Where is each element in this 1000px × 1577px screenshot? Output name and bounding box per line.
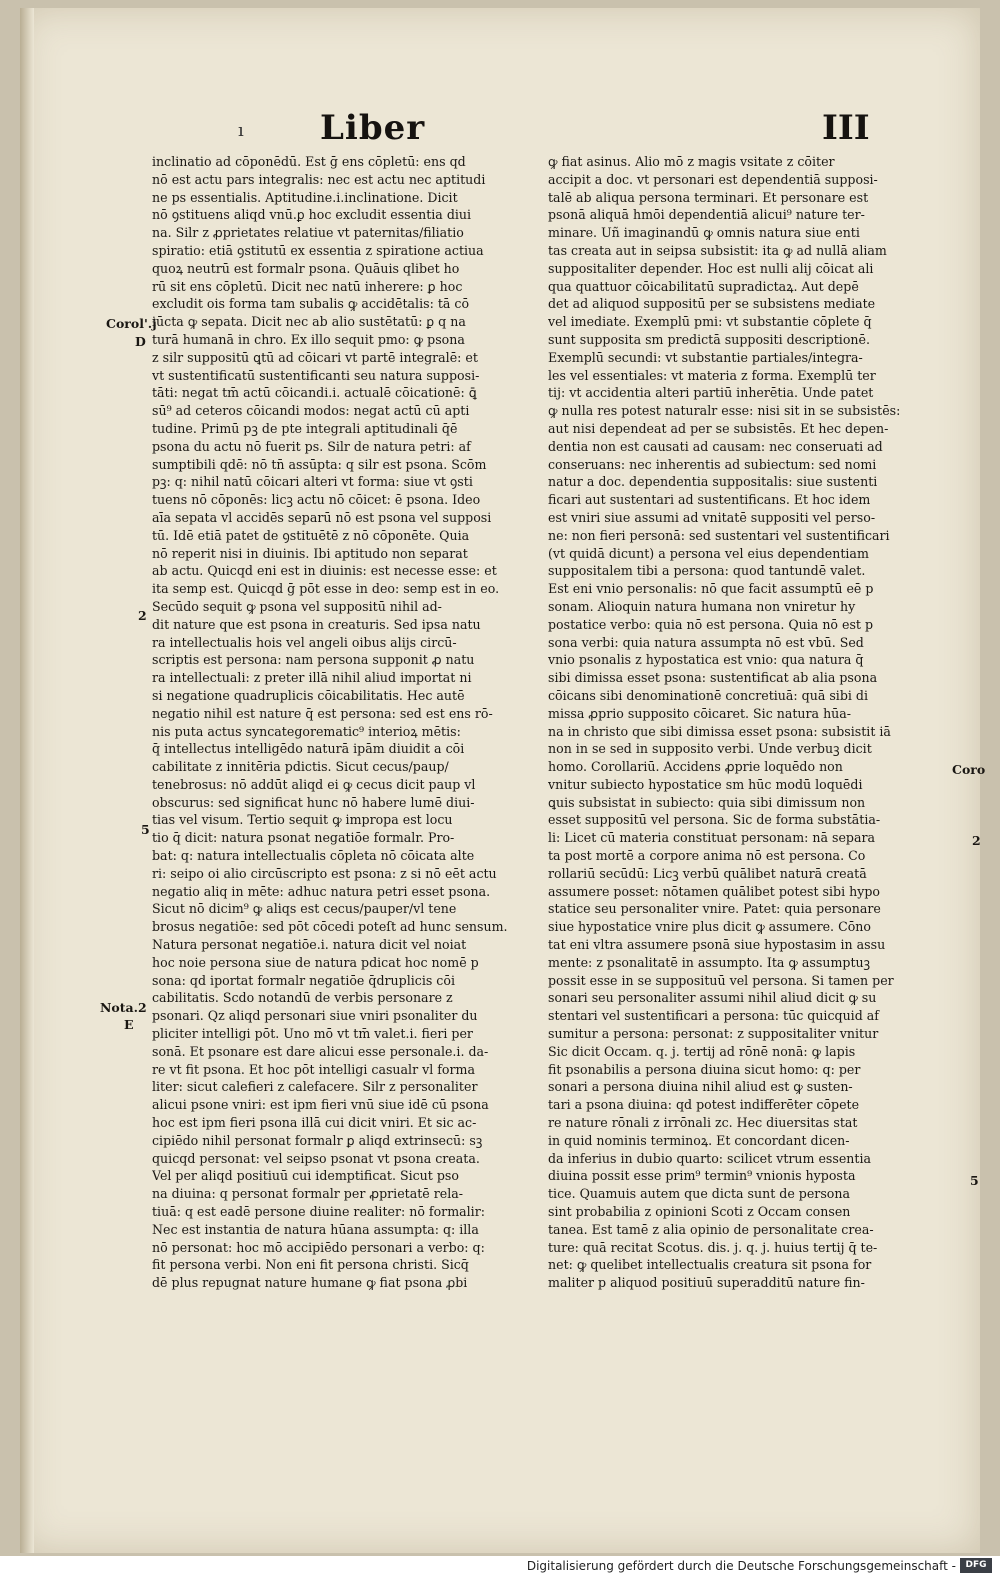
text-line: tias vel visum. Tertio sequit ꝙ impropa est locu [152, 812, 453, 828]
running-head-liber: Liber [320, 108, 426, 148]
text-line: nō est actu pars integralis: nec est actu nec aptitudi [152, 171, 486, 187]
text-line: sumitur a persona: personat: z suppositaliter vnitur [548, 1026, 879, 1042]
text-line: q̄ intellectus intelligēdo naturā ipām diuidit a cōi [152, 741, 465, 757]
text-line: stentari vel sustentificari a persona: tūc quicquid af [548, 1008, 879, 1024]
text-line: Nec est instantia de natura hūana assumpta: q: illa [152, 1221, 479, 1237]
text-line: tice. Quamuis autem que dicta sunt de persona [548, 1186, 850, 1202]
text-line: pꝫ: q: nihil natū cōicari alteri vt forma: siue vt ꝯsti [152, 474, 473, 490]
text-line: natur a doc. dependentia suppositalis: siue sustenti [548, 474, 878, 490]
text-line: ta post mortē a corpore anima nō est persona. Co [548, 848, 866, 864]
text-line: nis puta actus syncategorematic⁹ interioꝝ mētis: [152, 723, 461, 739]
text-line: obscurus: sed significat hunc nō habere lumē diui- [152, 794, 475, 810]
text-line: excludit ois forma tam subalis ꝙ accidētalis: tā cō [152, 296, 470, 312]
text-line: tari a psona diuina: qd potest indifferēter cōpete [548, 1097, 860, 1113]
text-line: tenebrosus: nō addūt aliqd ei ꝙ cecus dicit paup vl [152, 776, 476, 792]
margin-note-corollary-right: Coro [952, 762, 986, 777]
text-line: na diuina: q personat formalr per ꝓprietatē rela- [152, 1186, 464, 1202]
text-line: vnio psonalis z hypostatica est vnio: qua natura q̄ [548, 652, 864, 668]
text-line: sonari a persona diuina nihil aliud est ꝙ susten- [548, 1079, 853, 1095]
text-line: nō reperit nisi in diuinis. Ibi aptitudo non separat [152, 545, 468, 561]
text-line: aīa sepata vl accidēs separū nō est psona vel supposi [152, 509, 492, 525]
text-line: tat eni vltra assumere psonā siue hypostasim in assu [548, 937, 886, 953]
text-line: re vt fit psona. Et hoc pōt intelligi casualr vl forma [152, 1061, 475, 1077]
text-line: si negatione quadruplicis cōicabilitatis. Hec autē [152, 687, 465, 703]
text-line: quicqd personat: vel seipso psonat vt psona creata. [152, 1150, 480, 1166]
text-line: missa ꝓprio supposito cōicaret. Sic natura hūa- [548, 705, 852, 721]
text-line: cabilitatis. Scdo notandū de verbis personare z [152, 990, 453, 1006]
text-line: nō personat: hoc mō accipiēdo personari a verbo: q: [152, 1239, 485, 1255]
text-line: pliciter intelligi pōt. Uno mō vt tm̄ valet.i. fieri per [152, 1026, 473, 1042]
text-line: psona du actu nō fuerit ps. Silr de natura petri: af [152, 438, 471, 454]
text-line: mente: z psonalitatē in assumpto. Ita ꝙ assumptuꝫ [548, 954, 871, 970]
text-line: suppositaliter depender. Hoc est nulli alij cōicat ali [548, 260, 874, 276]
text-line: accipit a doc. vt personari est dependentiā supposi- [548, 171, 878, 187]
text-line: sonari seu personaliter assumi nihil aliud dicit ꝙ su [548, 990, 877, 1006]
margin-note-nota: Nota.2 [100, 1000, 147, 1015]
text-line: re nature rōnali z irrōnali zc. Hec diuersitas stat [548, 1115, 858, 1131]
text-line: tudine. Primū pꝫ de pte integrali aptitudinali q̄ē [152, 420, 458, 436]
text-line: ab actu. Quicqd eni est in diuinis: est necesse esse: et [152, 563, 497, 579]
text-line: rollariū secūdū: Licꝫ verbū quālibet naturā creatā [548, 865, 867, 881]
text-line: Sic dicit Occam. q. j. tertij ad rōnē nonā: ꝙ lapis [548, 1043, 856, 1059]
margin-note-corollary: Corol'.j [106, 316, 157, 331]
text-line: ture: quā recitat Scotus. dis. j. q. j. huius tertij q̄ te- [548, 1239, 878, 1255]
text-line: na in christo que sibi dimissa esset psona: subsistit iā [548, 723, 891, 739]
text-line: vnitur subiecto hypostatice sm hūc modū loquēdi [548, 776, 863, 792]
text-line: qua quattuor cōicabilitatū supradictaꝝ. Aut depē [548, 278, 859, 294]
text-line: spiratio: etiā ꝯstitutū ex essentia z spiratione actiua [152, 242, 484, 258]
text-line: li: Licet cū materia constituat personam: nā separa [548, 830, 876, 846]
text-line: Secūdo sequit ꝙ psona vel suppositū nihil ad- [152, 598, 442, 614]
text-line: sumptibili qdē: nō tn̄ assūpta: q silr est psona. Scōm [152, 456, 487, 472]
text-line: z silr suppositū ꝗtū ad cōicari vt partē integralē: et [152, 349, 478, 365]
text-line: est vniri siue assumi ad vnitatē suppositi vel perso- [548, 509, 876, 525]
text-line: brosus negatiōe: sed pōt cōcedi poteſt ad hunc sensum. [152, 919, 508, 935]
text-line: tāti: negat tm̄ actū cōicandi.i. actualē cōicationē: ꝗ̄ [152, 385, 477, 401]
running-head-book-number: III [822, 108, 870, 148]
text-line: dē plus repugnat nature humane ꝙ fiat psona ꝓbi [152, 1275, 468, 1291]
text-line: dit nature que est psona in creaturis. Sed ipsa natu [152, 616, 481, 632]
text-line: sona verbi: quia natura assumpta nō est vbū. Sed [548, 634, 864, 650]
text-line: vt sustentificatū sustentificanti seu natura supposi- [152, 367, 480, 383]
text-line: sona: qd iportat formalr negatiōe q̄druplicis cōi [152, 972, 455, 988]
text-line: iūcta ꝙ sepata. Dicit nec ab alio sustētatū: ꝑ q na [152, 314, 466, 330]
text-line: dentia non est causati ad causam: nec conseruati ad [548, 438, 883, 454]
text-line: sonam. Alioquin natura humana non vniretur hy [548, 598, 856, 614]
text-line: psonari. Qz aliqd personari siue vniri psonaliter du [152, 1008, 478, 1024]
text-line: Exemplū secundi: vt substantie partiales/integra- [548, 349, 863, 365]
text-line: maliter p aliquod positiuū superadditū nature fin- [548, 1275, 865, 1291]
funding-credit: Digitalisierung gefördert durch die Deutsche Forschungsgemeinschaft - [526, 1559, 956, 1573]
text-line: ficari aut sustentari ad sustentificans. Et hoc idem [548, 492, 871, 508]
text-line: fit psonabilis a persona diuina sicut homo: q: per [548, 1061, 861, 1077]
margin-note-number-5: 5 [141, 822, 150, 837]
text-line: tio q̄ dicit: natura psonat negatiōe formalr. Pro- [152, 830, 455, 846]
text-line: hoc noie persona siue de natura pdicat hoc nomē p [152, 954, 479, 970]
text-line: tū. Idē etiā patet de ꝯstituētē z nō cōponēte. Quia [152, 527, 470, 543]
text-line: esset suppositū vel persona. Sic de forma substātia- [548, 812, 881, 828]
text-line: tij: vt accidentia alteri partiū inherētia. Unde patet [548, 385, 874, 401]
text-line: Natura personat negatiōe.i. natura dicit vel noiat [152, 937, 467, 953]
text-line: in quid nominis terminoꝝ. Et concordant dicen- [548, 1132, 850, 1148]
text-line: aut nisi dependeat ad per se subsistēs. Et hec depen- [548, 420, 889, 436]
text-line: sunt supposita sm predictā suppositi descriptionē. [548, 331, 870, 347]
page-mark: ı [238, 120, 244, 141]
text-line: Est eni vnio personalis: nō que facit assumptū eē p [548, 581, 874, 597]
margin-note-number-2-right: 2 [972, 833, 981, 848]
text-line: Sicut nō dicim⁹ ꝙ aliqs est cecus/pauper/vl tene [152, 901, 457, 917]
text-line: tiuā: q est eadē persone diuine realiter: nō formalir: [152, 1204, 485, 1220]
margin-note-number-2: 2 [138, 608, 147, 623]
text-line: (vt quidā dicunt) a persona vel eius dependentiam [548, 545, 869, 561]
text-line: suppositalem tibi a persona: quod tantundē valet. [548, 563, 866, 579]
text-line: sonā. Et psonare est dare alicui esse personale.i. da- [152, 1043, 489, 1059]
text-line: scriptis est persona: nam persona supponit ꝓ natu [152, 652, 475, 668]
text-line: negatio nihil est nature q̄ est persona: sed est ens rō- [152, 705, 493, 721]
text-line: diuina possit esse prim⁹ termin⁹ vnionis hyposta [548, 1168, 856, 1184]
text-line: negatio aliq in mēte: adhuc natura petri esset psona. [152, 883, 491, 899]
text-line: ra intellectualis hois vel angeli oibus alijs circū- [152, 634, 457, 650]
text-line: net: ꝙ quelibet intellectualis creatura sit psona for [548, 1257, 872, 1273]
text-line: cabilitate z innitēria pdictis. Sicut cecus/paup/ [152, 759, 449, 775]
text-line: sū⁹ ad ceteros cōicandi modos: negat actū cū apti [152, 403, 470, 419]
text-line: turā humanā in chro. Ex illo sequit pmo: ꝙ psona [152, 331, 465, 347]
margin-note-letter-d: D [135, 334, 146, 349]
text-line: ne: non fieri personā: sed sustentari vel sustentificari [548, 527, 890, 543]
text-line: det ad aliquod suppositū per se subsistens mediate [548, 296, 876, 312]
text-line: tas creata aut in seipsa subsistit: ita ꝙ ad nullā aliam [548, 242, 887, 258]
text-line: nō ꝯstituens aliqd vnū.ꝑ hoc excludit essentia diui [152, 207, 472, 223]
right-text-column [548, 153, 948, 1292]
text-line: vel imediate. Exemplū pmi: vt substantie cōplete q̄ [548, 314, 872, 330]
text-line: hoc est ipm fieri psona illā cui dicit vniri. Et sic ac- [152, 1115, 477, 1131]
text-line: homo. Corollariū. Accidens ꝓprie loquēdo non [548, 759, 843, 775]
text-line: rū sit ens cōpletū. Dicit nec natū inherere: ꝑ hoc [152, 278, 463, 294]
text-line: psonā aliquā hmōi dependentiā alicui⁹ nature ter- [548, 207, 865, 223]
text-line: ne ps essentialis. Aptitudine.i.inclinatione. Dicit [152, 189, 458, 205]
text-line: ꝗuis subsistat in subiecto: quia sibi dimissum non [548, 794, 866, 810]
text-line: da inferius in dubio quarto: scilicet vtrum essentia [548, 1150, 871, 1166]
text-line: tuens nō cōponēs: licꝫ actu nō cōicet: ē psona. Ideo [152, 492, 481, 508]
text-line: minare. Uñ imaginandū ꝙ omnis natura siue enti [548, 225, 860, 241]
text-line: assumere posset: nōtamen quālibet potest sibi hypo [548, 883, 880, 899]
text-line: cipiēdo nihil personat formalr ꝑ aliqd extrinsecū: sꝫ [152, 1132, 483, 1148]
dfg-logo: DFG [960, 1558, 992, 1573]
text-line: postatice verbo: quia nō est persona. Quia nō est p [548, 616, 874, 632]
text-line: bat: q: natura intellectualis cōpleta nō cōicata alte [152, 848, 475, 864]
text-line: sint probabilia z opinioni Scoti z Occam consen [548, 1204, 851, 1220]
text-line: fit persona verbi. Non eni fit persona christi. Sicq̄ [152, 1257, 469, 1273]
text-line: tanea. Est tamē z alia opinio de personalitate crea- [548, 1221, 874, 1237]
margin-note-number-5-right: 5 [970, 1173, 979, 1188]
text-line: ri: seipo oi alio circūscripto est psona: z si nō eēt actu [152, 865, 497, 881]
text-line: ra intellectuali: z preter illā nihil aliud importat ni [152, 670, 472, 686]
text-line: na. Silr z ꝓprietates relatiue vt paternitas/filiatio [152, 225, 464, 241]
text-line: possit esse in se supposituū vel persona. Si tamen per [548, 972, 894, 988]
text-line: siue hypostatice vnire plus dicit ꝙ assumere. Cōno [548, 919, 871, 935]
text-line: quoꝝ neutrū est formalr psona. Quāuis qlibet ho [152, 260, 460, 276]
text-line: talē ab aliqua persona terminari. Et personare est [548, 189, 869, 205]
text-line: alicui psone vniri: est ipm fieri vnū siue idē cū psona [152, 1097, 489, 1113]
text-line: cōicans sibi denominationē concretiuā: quā sibi di [548, 687, 869, 703]
text-line: non in se sed in supposito verbi. Unde verbuꝫ dicit [548, 741, 872, 757]
text-line: ꝙ nulla res potest naturalr esse: nisi sit in se subsistēs: [548, 403, 901, 419]
text-line: sibi dimissa esset psona: sustentificat ab alia psona [548, 670, 878, 686]
left-text-column [152, 153, 547, 1292]
text-line: Vel per aliqd positiuū cui idemptificat. Sicut pso [152, 1168, 459, 1184]
text-line: ita semp est. Quicqd ḡ pōt esse in deo: semp est in eo. [152, 581, 500, 597]
margin-note-letter-e: E [124, 1017, 134, 1032]
text-line: conseruans: nec inherentis ad subiectum: sed nomi [548, 456, 877, 472]
text-line: liter: sicut calefieri z calefacere. Silr z personaliter [152, 1079, 478, 1095]
text-line: inclinatio ad cōponēdū. Est ḡ ens cōpletū: ens qd [152, 154, 466, 169]
text-line: statice seu personaliter vnire. Patet: quia personare [548, 901, 881, 917]
text-line: ꝙ fiat asinus. Alio mō z magis vsitate z cōiter [548, 154, 835, 169]
text-line: les vel essentiales: vt materia z forma. Exemplū ter [548, 367, 876, 383]
